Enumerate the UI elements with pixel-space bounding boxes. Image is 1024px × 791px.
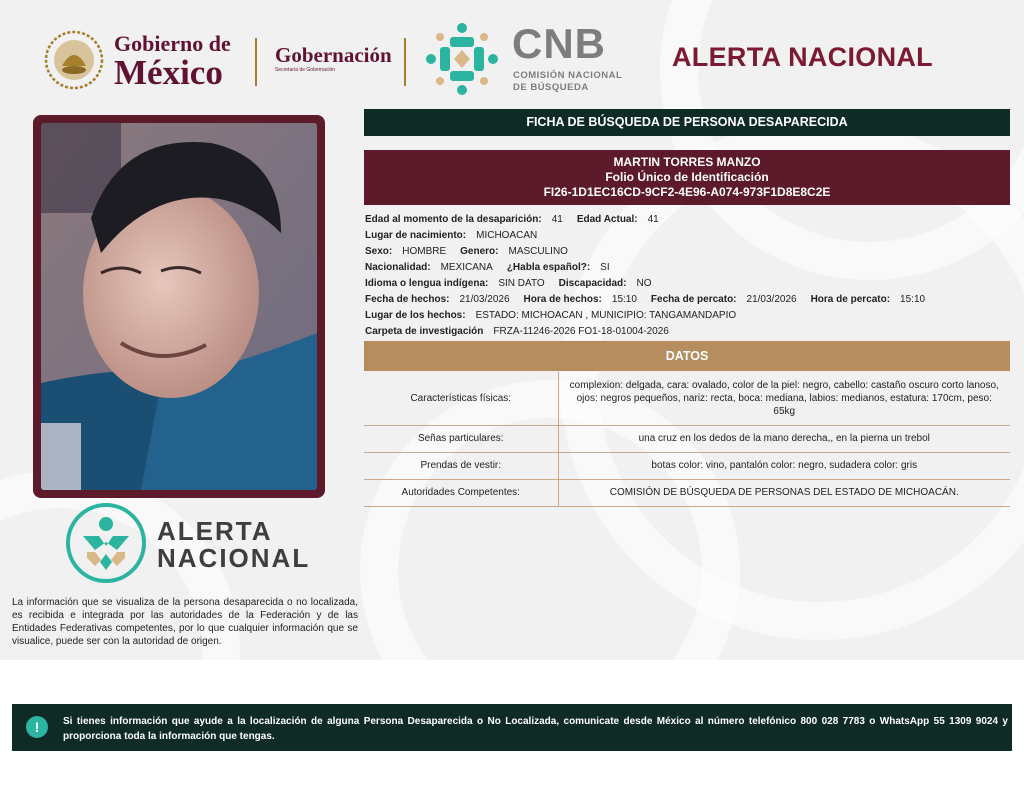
- datos-value: botas color: vino, pantalón color: negro, sudadera color: gris: [558, 452, 1010, 479]
- edad-desaparicion-label: Edad al momento de la desaparición:: [365, 214, 542, 225]
- datos-value: una cruz en los dedos de la mano derecha,, en la pierna un trebol: [558, 425, 1010, 452]
- info-row-lugar-hechos: [365, 308, 925, 324]
- cnb-subtitle-line2: DE BÚSQUEDA: [513, 82, 589, 93]
- info-row-idioma: [365, 276, 925, 292]
- alerta-nacional-logo-icon: [65, 502, 147, 584]
- datos-title-bar: DATOS: [364, 341, 1010, 371]
- folio-label: Folio Único de Identificación: [605, 170, 769, 184]
- wordmark-line1: ALERTA: [157, 516, 273, 546]
- cnb-emblem-icon: [423, 20, 501, 98]
- edad-actual-value: 41: [647, 214, 659, 225]
- genero-label: Genero:: [460, 246, 499, 257]
- disclaimer-text: La información que se visualiza de la persona desaparecida o no localizada, es recibida e integrada por las autoridades de la Federación y de las Entidades Federativas competentes, por lo que cualquier información que se visualice, puede ser con la autoridad de origen.: [12, 597, 358, 647]
- person-photo: [41, 123, 317, 490]
- hora-hechos-value: 15:10: [611, 294, 637, 305]
- hora-percato-value: 15:10: [900, 294, 926, 305]
- datos-label: Autoridades Competentes:: [364, 479, 558, 506]
- gobierno-de-mexico-logo: [114, 32, 231, 90]
- datos-label: Señas particulares:: [364, 425, 558, 452]
- mexico-coat-of-arms-icon: [44, 30, 104, 90]
- footer-contact-text: Si tienes información que ayude a la localización de alguna Persona Desaparecida o No Localizada, comunicate desde México al número telefónico 800 028 7783 o WhatsApp 55 1309 9024 y proporciona toda la información que tengas.: [63, 716, 1008, 742]
- gobierno-line2: México: [114, 53, 223, 92]
- gobernacion-subtitle: Secretaría de Gobernación: [275, 67, 336, 73]
- habla-espanol-value: SI: [600, 262, 610, 273]
- datos-label: Prendas de vestir:: [364, 452, 558, 479]
- info-row-nacionalidad: [365, 260, 925, 276]
- table-row: [364, 479, 1010, 506]
- carpeta-value: FRZA-11246-2026 FO1-18-01004-2026: [493, 326, 669, 337]
- table-row: [364, 372, 1010, 425]
- photo-frame: [33, 115, 325, 498]
- genero-value: MASCULINO: [508, 246, 568, 257]
- hora-percato-label: Hora de percato:: [810, 294, 891, 305]
- idioma-label: Idioma o lengua indígena:: [365, 278, 489, 289]
- exclamation-icon: !: [26, 716, 48, 738]
- person-header-box: [364, 150, 1010, 205]
- fecha-hechos-label: Fecha de hechos:: [365, 294, 450, 305]
- header-divider: [255, 38, 257, 86]
- info-row-sexo: [365, 244, 925, 260]
- ficha-title-bar: FICHA DE BÚSQUEDA DE PERSONA DESAPARECIDA: [364, 109, 1010, 136]
- gobierno-line1: Gobierno de: [114, 31, 231, 56]
- folio-value: FI26-1D1EC16CD-9CF2-4E96-A074-973F1D8E8C2E: [543, 185, 831, 199]
- lugar-nacimiento-value: MICHOACAN: [476, 230, 538, 241]
- cnb-title: CNB: [512, 20, 606, 67]
- header-divider: [404, 38, 406, 86]
- info-row-edad: [365, 212, 925, 228]
- discapacidad-value: NO: [636, 278, 652, 289]
- info-row-nacimiento: [365, 228, 925, 244]
- cnb-subtitle-line1: COMISIÓN NACIONAL: [513, 70, 623, 81]
- gobernacion-logo: Gobernación: [275, 43, 392, 67]
- fecha-hechos-value: 21/03/2026: [459, 294, 510, 305]
- table-row: [364, 452, 1010, 479]
- info-row-fechas: [365, 292, 925, 308]
- alerta-nacional-wordmark: [157, 518, 310, 572]
- info-row-carpeta: [365, 324, 925, 340]
- datos-value: complexion: delgada, cara: ovalado, color de la piel: negro, cabello: castaño oscuro corto lanoso, ojos: negros pequeños, nariz: recta, boca: mediana, labios: medianos, estatura: 170cm, peso: 65kg: [558, 372, 1010, 425]
- edad-desaparicion-value: 41: [551, 214, 563, 225]
- person-info: [365, 212, 925, 340]
- sexo-label: Sexo:: [365, 246, 393, 257]
- lugar-hechos-label: Lugar de los hechos:: [365, 310, 466, 321]
- sexo-value: HOMBRE: [402, 246, 447, 257]
- carpeta-label: Carpeta de investigación: [365, 326, 484, 337]
- lugar-nacimiento-label: Lugar de nacimiento:: [365, 230, 467, 241]
- footer-contact-bar: [12, 704, 1012, 751]
- wordmark-line2: NACIONAL: [157, 543, 311, 573]
- nacionalidad-value: MEXICANA: [440, 262, 493, 273]
- person-name: MARTIN TORRES MANZO: [613, 155, 761, 169]
- nacionalidad-label: Nacionalidad:: [365, 262, 431, 273]
- fecha-percato-value: 21/03/2026: [746, 294, 797, 305]
- idioma-value: SIN DATO: [498, 278, 545, 289]
- edad-actual-label: Edad Actual:: [576, 214, 638, 225]
- alerta-nacional-title: ALERTA NACIONAL: [672, 42, 933, 72]
- habla-espanol-label: ¿Habla español?:: [506, 262, 591, 273]
- cnb-subtitle: [513, 70, 622, 94]
- fecha-percato-label: Fecha de percato:: [650, 294, 737, 305]
- discapacidad-label: Discapacidad:: [558, 278, 627, 289]
- hora-hechos-label: Hora de hechos:: [523, 294, 602, 305]
- datos-label: Características físicas:: [364, 372, 558, 425]
- datos-table: [364, 372, 1010, 507]
- lugar-hechos-value: ESTADO: MICHOACAN , MUNICIPIO: TANGAMANDAPIO: [475, 310, 737, 321]
- datos-value: COMISIÓN DE BÚSQUEDA DE PERSONAS DEL ESTADO DE MICHOACÁN.: [558, 479, 1010, 506]
- table-row: [364, 425, 1010, 452]
